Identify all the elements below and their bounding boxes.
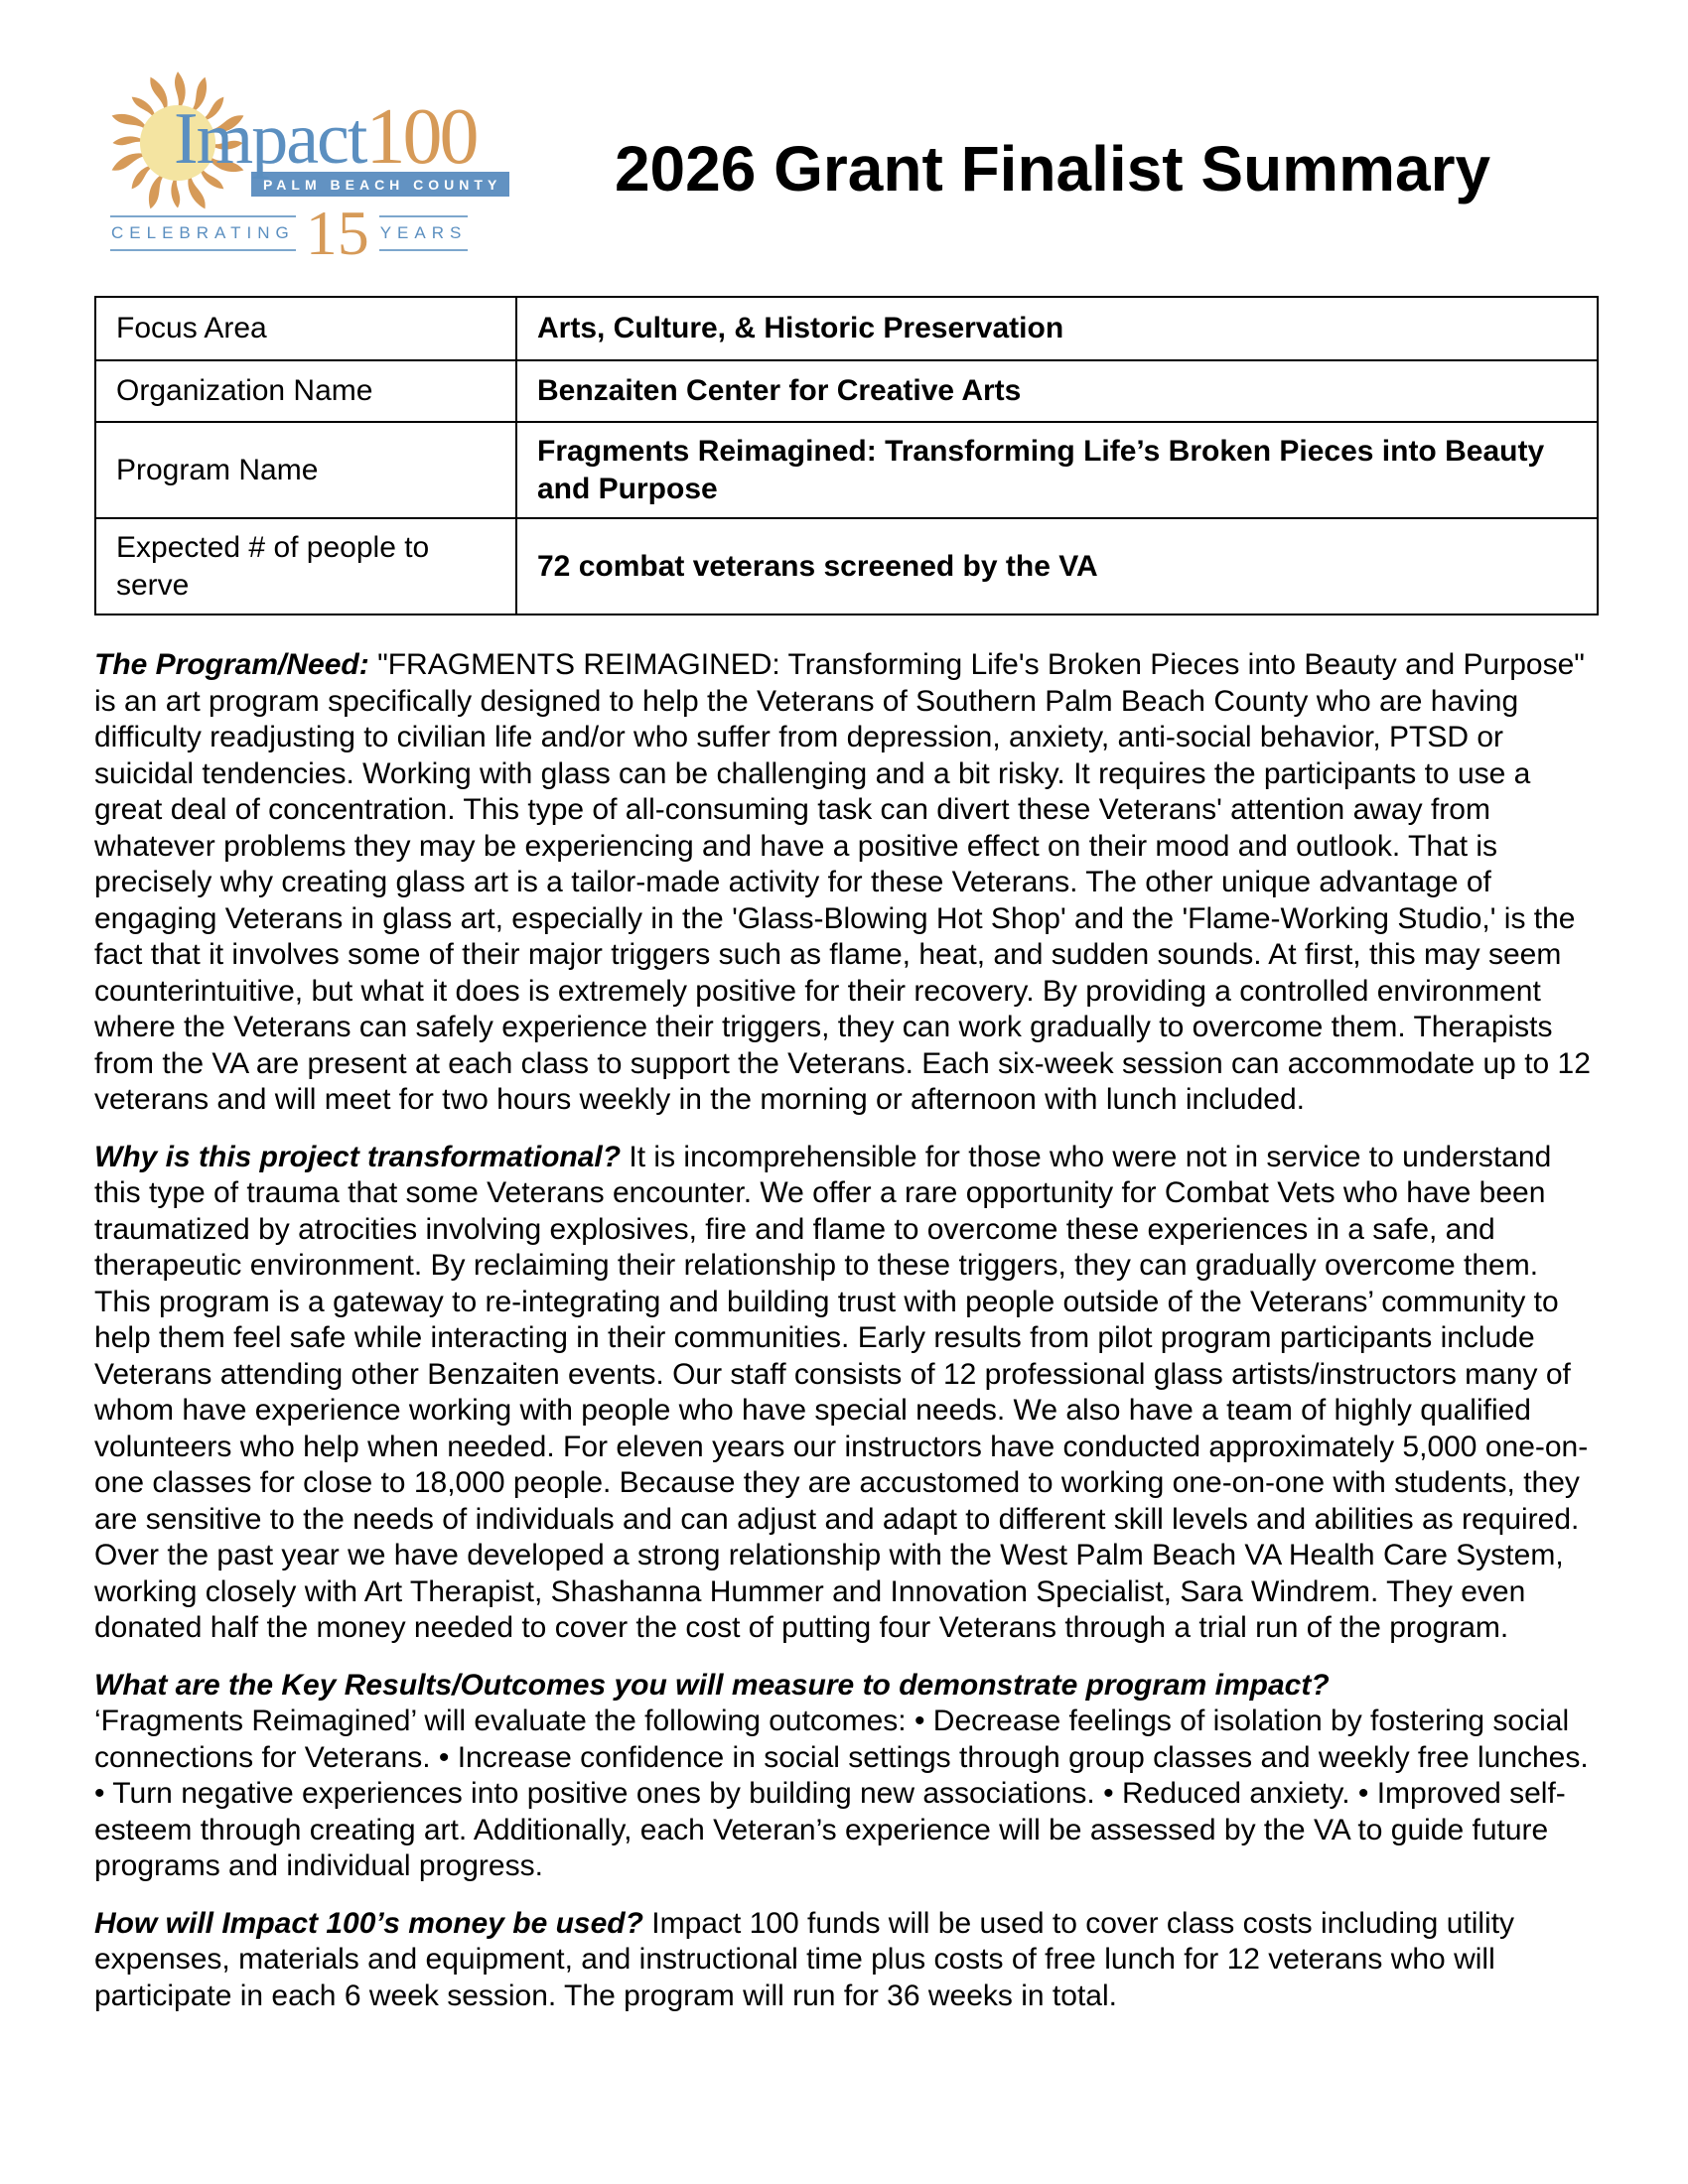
title-area	[506, 52, 1599, 268]
document-header	[94, 52, 1599, 268]
celebrating-label: CELEBRATING	[110, 215, 296, 251]
logo-wordmark	[174, 93, 477, 181]
row-label: Expected # of people to serve	[95, 518, 516, 614]
logo-banner: PALM BEACH COUNTY	[251, 172, 509, 197]
years-number: 15	[305, 197, 369, 268]
section-text: "FRAGMENTS REIMAGINED: Transforming Life's Broken Pieces into Beauty and Purpose" is an art program specifically designed to help the Veterans of Southern Palm Beach County who are having difficulty readjusting to civilian life and/or who suffer from depression, anxiety, anti-social behavior, PTSD or suicidal tendencies. Working with glass can be challenging and a bit risky. It requires the participants to use a great deal of concentration. This type of all-consuming task can divert these Veterans' attention away from whatever problems they may be experiencing and have a positive effect on their mood and outlook. That is precisely why creating glass art is a tailor-made activity for these Veterans. The other unique advantage of engaging Veterans in glass art, especially in the 'Glass-Blowing Hot Shop' and the 'Flame-Working Studio,' is the fact that it involves some of their major triggers such as flame, heat, and sudden sounds. At first, this may seem counterintuitive, but what it does is extremely positive for their recovery. By providing a controlled environment where the Veterans can safely experience their triggers, they can work gradually to overcome them. Therapists from the VA are present at each class to support the Veterans. Each six-week session can accommodate up to 12 veterans and will meet for two hours weekly in the morning or afternoon with lunch included.	[94, 648, 1591, 1116]
grant-info-table	[94, 296, 1599, 615]
impact100-logo	[94, 52, 506, 268]
section-heading: What are the Key Results/Outcomes you will measure to demonstrate program impact?	[94, 1668, 1330, 1702]
section-money-use	[94, 1906, 1600, 2015]
logo-celebrating-row	[110, 197, 468, 268]
section-transformational	[94, 1140, 1600, 1647]
section-heading: How will Impact 100’s money be used?	[94, 1906, 643, 1940]
row-label: Program Name	[95, 422, 516, 518]
table-row-expected-people	[95, 518, 1598, 614]
row-value: 72 combat veterans screened by the VA	[516, 518, 1598, 614]
section-text: ‘Fragments Reimagined’ will evaluate the following outcomes: • Decrease feelings of isolation by fostering social connections for Veterans. • Increase confidence in social settings through group classes and weekly free lunches. • Turn negative experiences into positive ones by building new associations. • Reduced anxiety. • Improved self-esteem through creating art. Additionally, each Veteran’s experience will be assessed by the VA to guide future programs and individual progress.	[94, 1705, 1589, 1882]
years-label: YEARS	[379, 215, 469, 251]
row-label: Organization Name	[95, 360, 516, 422]
table-row-organization-name	[95, 360, 1598, 422]
section-text: It is incomprehensible for those who were not in service to understand this type of trauma that some Veterans encounter. We offer a rare opportunity for Combat Vets who have been traumatized by atrocities involving explosives, fire and flame to overcome these experiences in a safe, and therapeutic environment. By reclaiming their relationship to these triggers, they can gradually overcome them. This program is a gateway to re-integrating and building trust with people outside of the Veterans’ community to help them feel safe while interacting in their communities. Early results from pilot program participants include Veterans attending other Benzaiten events. Our staff consists of 12 professional glass artists/instructors many of whom have experience working with people who have special needs. We also have a team of highly qualified volunteers who help when needed. For eleven years our instructors have conducted approximately 5,000 one-on-one classes for close to 18,000 people. Because they are accustomed to working one-on-one with students, they are sensitive to the needs of individuals and can adjust and adapt to different skill levels and abilities as required. Over the past year we have developed a strong relationship with the West Palm Beach VA Health Care System, working closely with Art Therapist, Shashanna Hummer and Innovation Specialist, Sara Windrem. They even donated half the money needed to cover the cost of putting four Veterans through a trial run of the program.	[94, 1140, 1589, 1644]
logo-brand-text: Impact	[174, 98, 366, 180]
section-program-need	[94, 647, 1600, 1119]
table-row-focus-area	[95, 297, 1598, 360]
section-text: Impact 100 funds will be used to cover class costs including utility expenses, materials and equipment, and instructional time plus costs of free lunch for 12 veterans who will participate in each 6 week session. The program will run for 36 weeks in total.	[94, 1906, 1515, 2012]
page-title: 2026 Grant Finalist Summary	[614, 133, 1491, 205]
logo-brand-number: 100	[365, 93, 477, 181]
row-value: Fragments Reimagined: Transforming Life’s Broken Pieces into Beauty and Purpose	[516, 422, 1598, 518]
row-label: Focus Area	[95, 297, 516, 360]
document-body	[94, 647, 1600, 2014]
row-value: Arts, Culture, & Historic Preservation	[516, 297, 1598, 360]
row-value: Benzaiten Center for Creative Arts	[516, 360, 1598, 422]
section-key-results	[94, 1668, 1600, 1885]
section-heading: The Program/Need:	[94, 648, 369, 681]
table-row-program-name	[95, 422, 1598, 518]
section-heading: Why is this project transformational?	[94, 1140, 622, 1173]
